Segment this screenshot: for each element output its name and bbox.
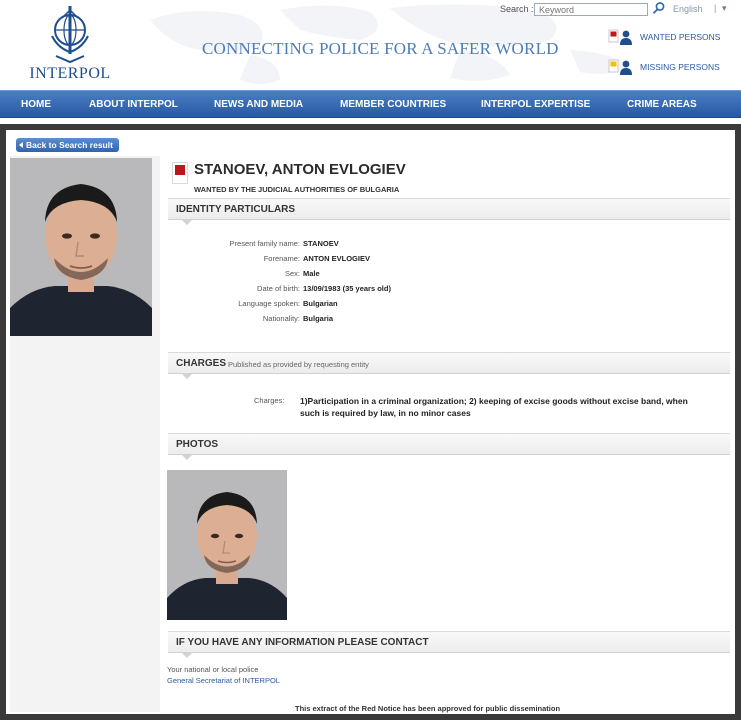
identity-row <box>168 239 730 253</box>
contact-section-title: IF YOU HAVE ANY INFORMATION PLEASE CONTACT <box>176 637 429 648</box>
interpol-logo[interactable] <box>22 4 118 84</box>
identity-value: ANTON EVLOGIEV <box>303 254 370 263</box>
back-to-search-button[interactable]: Back to Search result <box>16 138 119 152</box>
photos-section-header <box>168 433 730 455</box>
nav-news-and-media[interactable]: NEWS AND MEDIA <box>214 99 304 110</box>
identity-value: Male <box>303 269 320 278</box>
charges-section-title: CHARGES <box>176 358 227 369</box>
section-pointer <box>182 653 192 658</box>
suspect-photo-thumbnail[interactable] <box>167 470 287 620</box>
charges-section-header <box>168 352 730 374</box>
contact-local-police: Your national or local police <box>167 665 259 674</box>
search-input[interactable] <box>534 3 648 16</box>
identity-label: Forename: <box>263 254 300 263</box>
logo-wordmark: INTERPOL <box>29 65 111 82</box>
missing-persons-link[interactable] <box>608 58 720 76</box>
search-label: Search : <box>500 4 534 14</box>
suspect-photo[interactable] <box>10 158 152 336</box>
red-notice-icon <box>172 162 188 184</box>
charges-text: 1)Participation in a criminal organization; 2) keeping of excise goods without excise band, when such is required by law, in no minor cases <box>300 396 688 418</box>
nav-interpol-expertise[interactable]: INTERPOL EXPERTISE <box>481 99 591 110</box>
red-notice-person-icon <box>608 28 634 46</box>
red-notice-panel <box>6 130 735 714</box>
charges-section-subtitle: Published as provided by requesting entity <box>228 360 369 369</box>
main-navigation <box>0 90 741 118</box>
dissemination-footnote: This extract of the Red Notice has been approved for public dissemination <box>295 704 561 713</box>
wanted-by-text: WANTED BY THE JUDICIAL AUTHORITIES OF BULGARIA <box>194 185 400 194</box>
charges-label: Charges: <box>254 396 285 405</box>
identity-value: 13/09/1983 (35 years old) <box>303 284 391 293</box>
site-header <box>0 0 741 90</box>
identity-label: Sex: <box>284 269 300 278</box>
language-divider: | <box>714 3 717 13</box>
identity-row <box>168 314 730 328</box>
identity-row <box>168 299 730 313</box>
identity-label: Nationality: <box>262 314 300 323</box>
identity-value: Bulgarian <box>303 299 338 308</box>
identity-label: Date of birth: <box>257 284 300 293</box>
identity-row <box>168 254 730 268</box>
interpol-emblem-icon <box>46 4 94 64</box>
identity-section-header <box>168 198 730 220</box>
content-frame <box>0 124 741 720</box>
identity-label: Present family name: <box>229 239 300 248</box>
site-slogan: CONNECTING POLICE FOR A SAFER WORLD <box>202 39 559 58</box>
identity-row <box>168 284 730 298</box>
missing-persons-label: MISSING PERSONS <box>640 62 720 72</box>
nav-home[interactable]: HOME <box>21 99 51 110</box>
section-pointer <box>182 220 192 225</box>
section-pointer <box>182 455 192 460</box>
nav-member-countries[interactable]: MEMBER COUNTRIES <box>340 99 447 110</box>
photos-section-title: PHOTOS <box>176 439 219 450</box>
yellow-notice-person-icon <box>608 58 634 76</box>
section-pointer <box>182 374 192 379</box>
search-icon[interactable] <box>652 1 666 15</box>
nav-about-interpol[interactable]: ABOUT INTERPOL <box>89 99 178 110</box>
identity-section-title: IDENTITY PARTICULARS <box>176 204 296 215</box>
contact-section-header <box>168 631 730 653</box>
wanted-persons-link[interactable] <box>608 28 720 46</box>
identity-value: STANOEV <box>303 239 339 248</box>
contact-general-secretariat-link[interactable]: General Secretariat of INTERPOL <box>167 676 280 685</box>
chevron-down-icon[interactable]: ▾ <box>722 3 727 13</box>
identity-label: Language spoken: <box>238 299 300 308</box>
identity-value: Bulgaria <box>303 314 334 323</box>
language-selector[interactable]: English <box>673 4 703 14</box>
person-name: STANOEV, ANTON EVLOGIEV <box>194 161 406 178</box>
identity-row <box>168 269 730 283</box>
nav-crime-areas[interactable]: CRIME AREAS <box>627 99 697 110</box>
wanted-persons-label: WANTED PERSONS <box>640 32 721 42</box>
